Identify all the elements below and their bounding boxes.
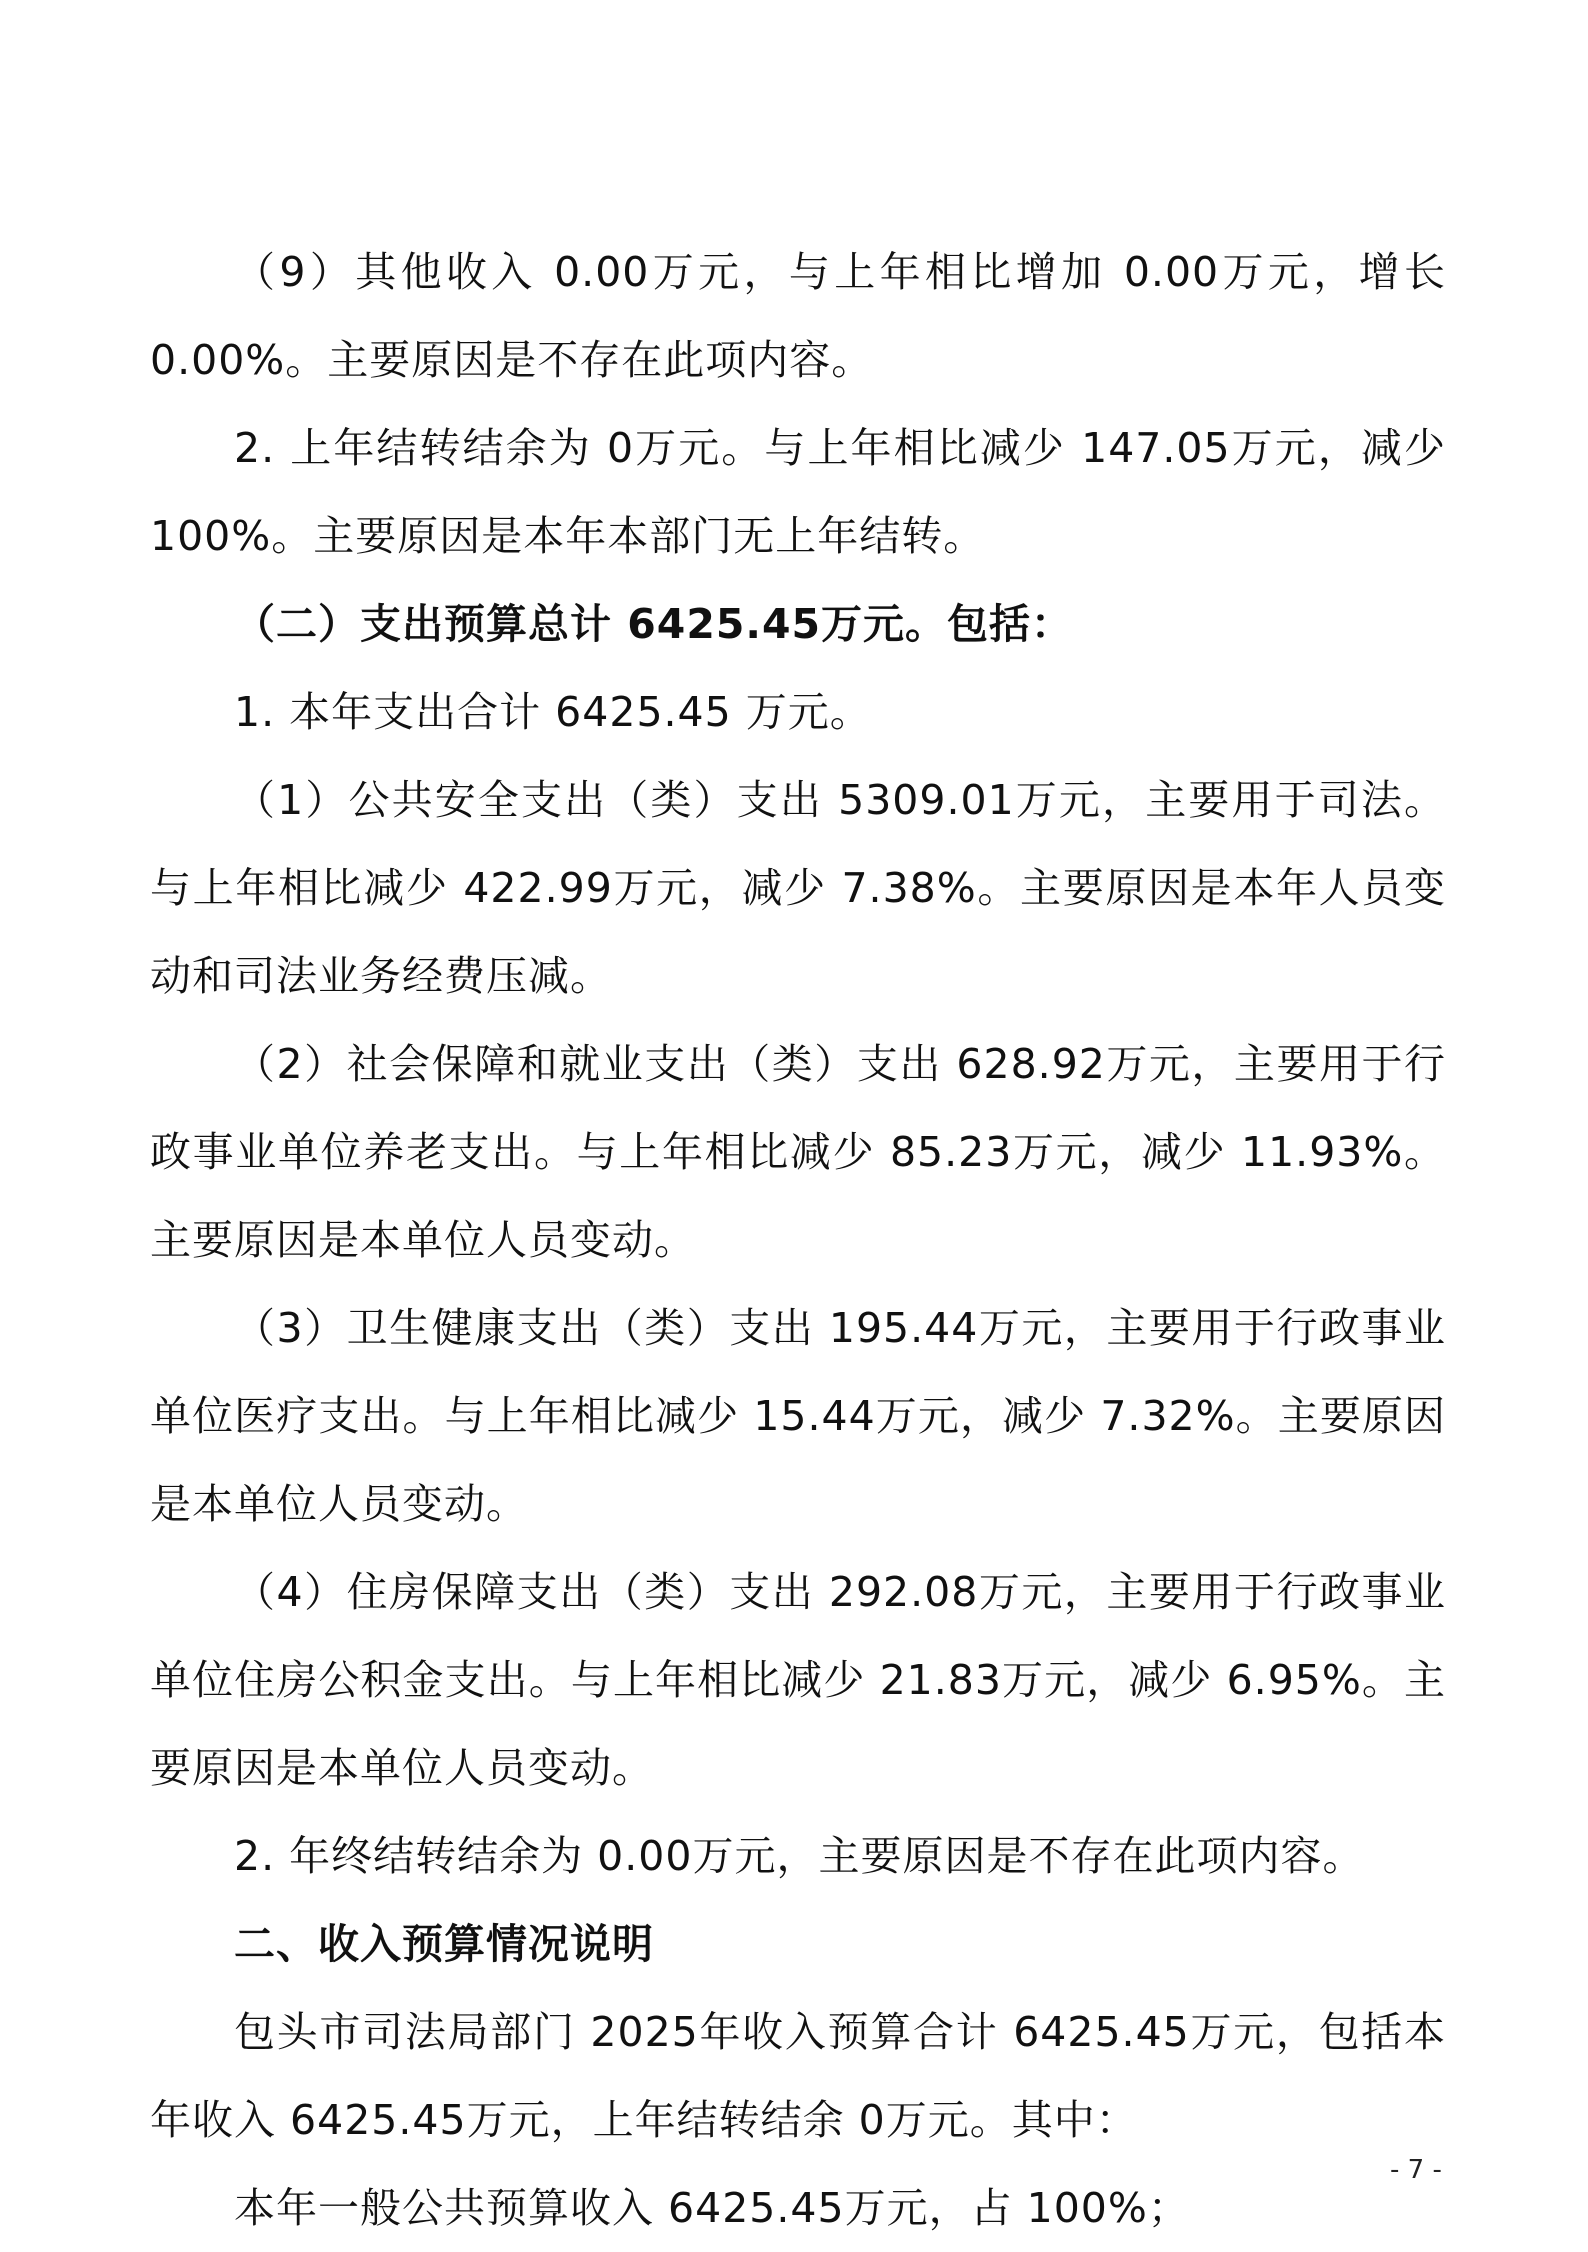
paragraph-income-budget-total: 包头市司法局部门 2025年收入预算合计 6425.45万元，包括本年收入 6425.45万元，上年结转结余 0万元。其中： — [150, 2008, 1446, 2144]
paragraph-current-year-expenditure: 1. 本年支出合计 6425.45 万元。 — [234, 688, 872, 736]
paragraph-other-income: （9）其他收入 0.00万元，与上年相比增加 0.00万元，增长 0.00%。主要原因是不存在此项内容。 — [150, 248, 1446, 384]
paragraph-general-public-budget: 本年一般公共预算收入 6425.45万元，占 100%； — [234, 2184, 1190, 2232]
document-body — [150, 228, 1446, 2252]
section-heading-expenditure-total: （二）支出预算总计 6425.45万元。包括： — [234, 600, 1074, 648]
section-heading-income-budget: 二、收入预算情况说明 — [234, 1920, 654, 1968]
page-number: - 7 - — [1390, 2155, 1442, 2185]
paragraph-housing: （4）住房保障支出（类）支出 292.08万元，主要用于行政事业单位住房公积金支出。与上年相比减少 21.83万元，减少 6.95%。主要原因是本单位人员变动。 — [150, 1568, 1446, 1792]
paragraph-public-security: （1）公共安全支出（类）支出 5309.01万元，主要用于司法。与上年相比减少 422.99万元，减少 7.38%。主要原因是本年人员变动和司法业务经费压减。 — [150, 776, 1446, 1000]
paragraph-social-security: （2）社会保障和就业支出（类）支出 628.92万元，主要用于行政事业单位养老支出。与上年相比减少 85.23万元，减少 11.93%。主要原因是本单位人员变动。 — [150, 1040, 1446, 1264]
paragraph-health: （3）卫生健康支出（类）支出 195.44万元，主要用于行政事业单位医疗支出。与上年相比减少 15.44万元，减少 7.32%。主要原因是本单位人员变动。 — [150, 1304, 1446, 1528]
paragraph-year-end-carryover: 2. 年终结转结余为 0.00万元，主要原因是不存在此项内容。 — [234, 1832, 1365, 1880]
paragraph-prior-year-carryover: 2. 上年结转结余为 0万元。与上年相比减少 147.05万元，减少100%。主要原因是本年本部门无上年结转。 — [150, 424, 1446, 560]
